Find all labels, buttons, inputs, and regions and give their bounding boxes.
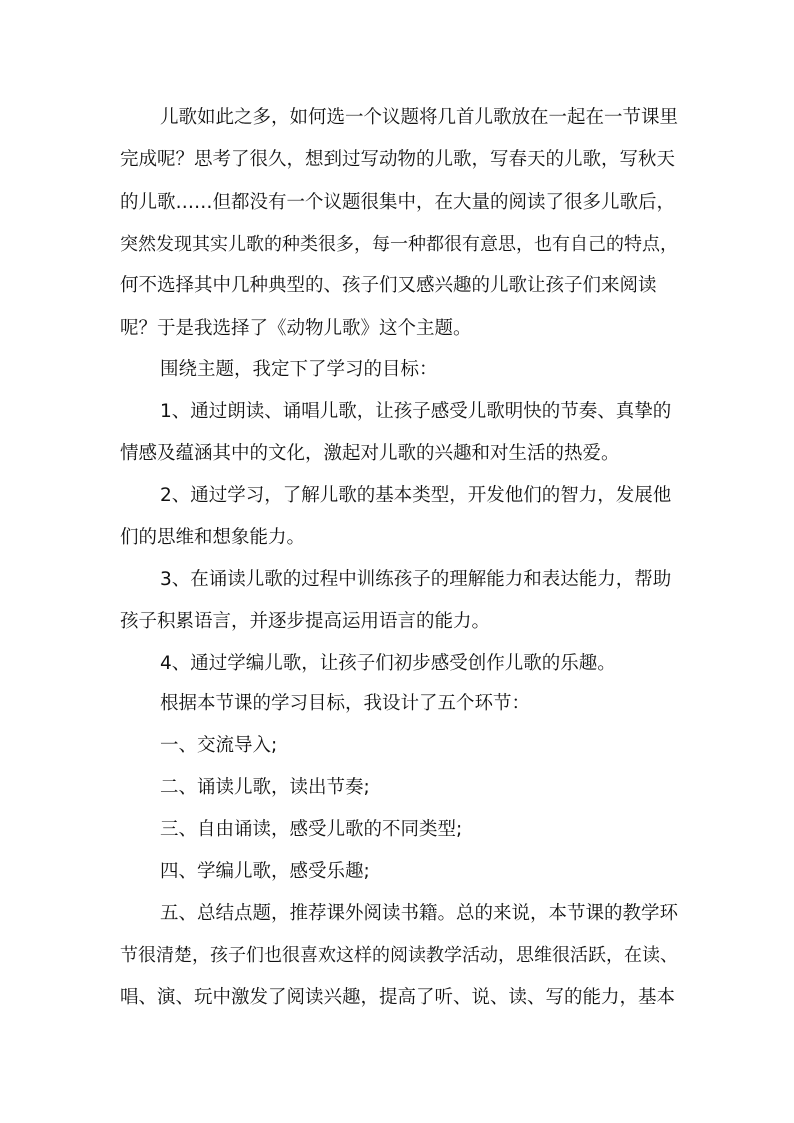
text-line: 五、总结点题，推荐课外阅读书籍。总的来说，本节课的教学环	[160, 903, 679, 924]
text-line: 儿歌如此之多，如何选一个议题将几首儿歌放在一起在一节课里	[160, 107, 679, 128]
text-line: 围绕主题，我定下了学习的目标：	[160, 359, 438, 380]
text-line: 四、学编儿歌，感受乐趣;	[160, 861, 370, 882]
text-line: 孩子积累语言，并逐步提高运用语言的能力。	[120, 611, 491, 632]
text-line: 4、通过学编儿歌，让孩子们初步感受创作儿歌的乐趣。	[160, 653, 616, 674]
text-line: 1、通过朗读、诵唱儿歌，让孩子感受儿歌明快的节奏、真挚的	[160, 401, 672, 422]
text-line: 何不选择其中几种典型的、孩子们又感兴趣的儿歌让孩子们来阅读	[120, 275, 657, 296]
text-line: 情感及蕴涵其中的文化，激起对儿歌的兴趣和对生活的热爱。	[120, 443, 620, 464]
text-line: 二、诵读儿歌，读出节奏;	[160, 777, 370, 798]
text-line: 2、通过学习，了解儿歌的基本类型，开发他们的智力，发展他	[160, 485, 672, 506]
text-line: 3、在诵读儿歌的过程中训练孩子的理解能力和表达能力，帮助	[160, 569, 672, 590]
text-line: 节很清楚，孩子们也很喜欢这样的阅读教学活动，思维很活跃，在读、	[120, 945, 678, 966]
text-line: 完成呢？思考了很久，想到过写动物的儿歌，写春天的儿歌，写秋天	[120, 149, 676, 170]
text-line: 一、交流导入;	[160, 735, 278, 756]
text-line: 突然发现其实儿歌的种类很多，每一种都很有意思，也有自己的特点，	[120, 234, 678, 255]
text-line: 三、自由诵读，感受儿歌的不同类型;	[160, 819, 463, 840]
text-line: 们的思维和想象能力。	[120, 527, 306, 548]
text-line: 呢？于是我选择了《动物儿歌》这个主题。	[120, 318, 472, 339]
text-line: 根据本节课的学习目标，我设计了五个环节：	[160, 693, 531, 714]
text-line: 的儿歌……但都没有一个议题很集中，在大量的阅读了很多儿歌后，	[120, 192, 676, 213]
text-line: 唱、演、玩中激发了阅读兴趣，提高了听、说、读、写的能力，基本	[120, 987, 676, 1008]
